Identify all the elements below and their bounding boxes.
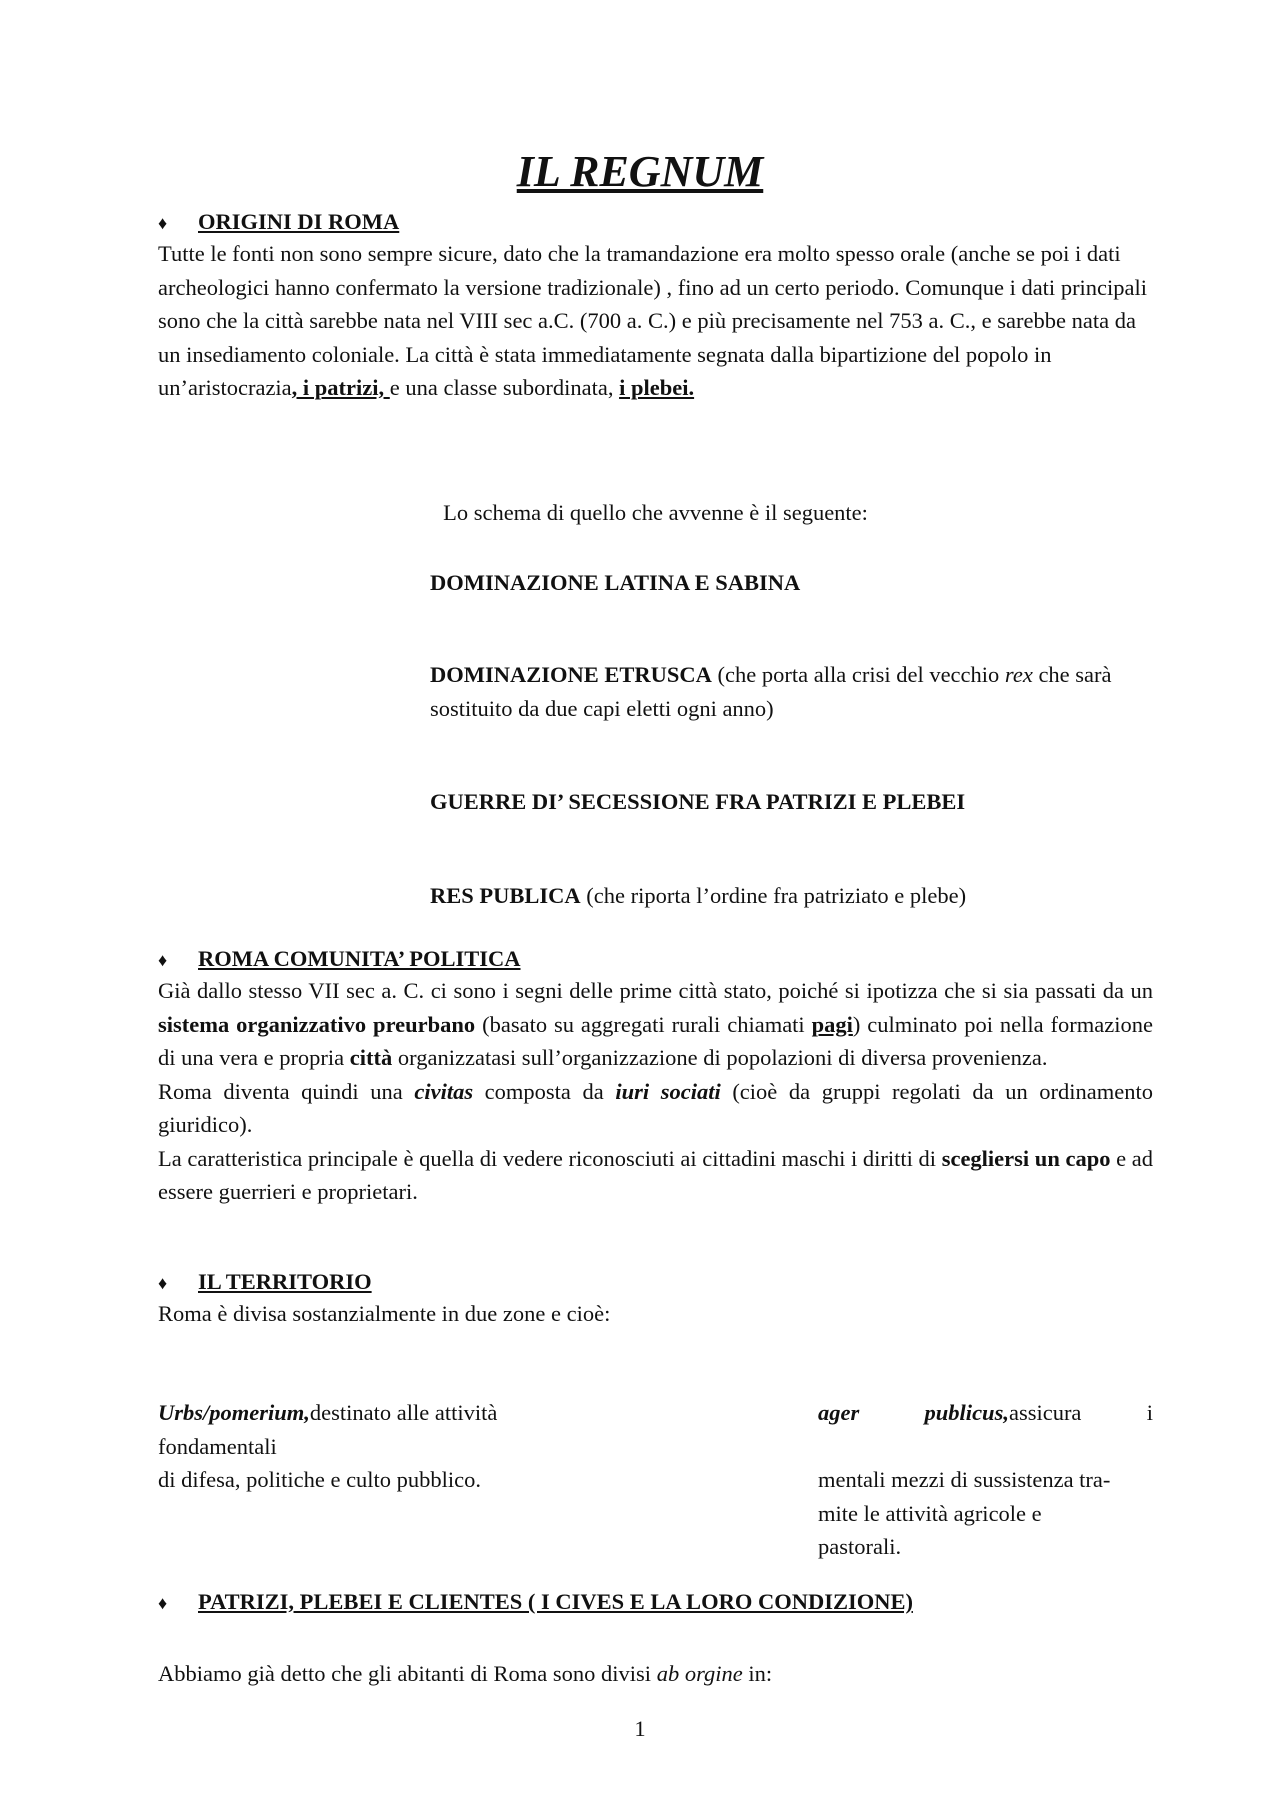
paragraph-territorio: Roma è divisa sostanzialmente in due zone e cioè: [158,1301,611,1326]
section-heading-territorio [158,1269,372,1295]
text: Già dallo stesso VII sec a. C. ci sono i segni delle prime città stato, poiché si ipotizza che si sia passati da un [158,978,1153,1003]
text: che sarà sostituito da due capi eletti ogni anno) [430,662,1112,721]
text: (cioè da gruppi regolati da un ordinamento giuridico). [158,1078,1154,1137]
urbs-line-3: di difesa, politiche e culto pubblico. [158,1467,482,1492]
text: RES PUBLICA [430,883,581,908]
bullet-icon: ♦ [158,1593,168,1613]
ab-origine-term: ab orgine [656,1661,743,1686]
urbs-line-1 [158,1396,578,1430]
urbs-term: Urbs/pomerium, [158,1400,310,1425]
text: in: [742,1661,773,1686]
text: e una classe subordinata, [389,375,620,400]
text: (che riporta l’ordine fra patriziato e plebe) [580,883,967,908]
text: città [349,1045,393,1070]
rex-term: rex [1004,662,1033,687]
ager-term-group [925,1396,1082,1430]
text: Roma diventa quindi una [158,1078,415,1104]
bullet-icon: ♦ [158,1273,168,1293]
schema-step-1: DOMINAZIONE LATINA E SABINA [430,570,801,595]
section-heading-patrizi [158,1589,913,1615]
paragraph-comunita [158,974,1153,1209]
column-ager [818,1396,1153,1564]
text: (basato su aggregati rurali chiamati [475,1011,812,1037]
text: La città è stata immediatamente segnata dalla bipartizione del popolo in un’aristocrazia [158,341,1052,400]
pagi-term: pagi [811,1011,853,1037]
paragraph-origini [158,237,1153,405]
text: (che porta alla crisi del vecchio [711,662,1005,687]
text: assicura [1008,1400,1082,1425]
text: La caratteristica principale è quella di vedere riconosciuti ai cittadini maschi i diritti di [158,1145,942,1171]
schema-step-4 [430,879,1150,913]
text: composta da [473,1078,616,1104]
ager-term: ager [818,1400,860,1425]
text: DOMINAZIONE ETRUSCA [430,662,712,687]
paragraph-patrizi [158,1657,1153,1691]
plebei-term: i plebei. [619,375,695,400]
column-urbs [158,1396,578,1497]
civitas-term: civitas [414,1078,474,1104]
text: ) culminato poi nella formazione di una vera e propria [158,1011,1153,1070]
ager-line-4: pastorali. [818,1534,902,1559]
bullet-icon: ♦ [158,213,168,233]
section-heading-comunita [158,946,521,972]
schema-step-3: GUERRE DI’ SECESSIONE FRA PATRIZI E PLEBEI [430,789,966,814]
page-title: IL REGNUM [516,147,764,196]
section-heading-origini [158,209,399,235]
text: Abbiamo già detto che gli abitanti di Roma sono divisi [158,1661,657,1686]
page-number: 1 [634,1716,646,1741]
schema-step-2 [430,658,1150,725]
text: i [1146,1400,1153,1425]
text: organizzatasi sull’organizzazione di popolazioni di diversa provenienza. [392,1045,1048,1070]
heading-text: IL TERRITORIO [198,1269,372,1294]
heading-text: PATRIZI, PLEBEI E CLIENTES ( I CIVES E LA LORO CONDIZIONE) [198,1589,913,1614]
heading-text: ROMA COMUNITA’ POLITICA [198,946,521,971]
ager-line-1 [818,1396,1153,1430]
text: Tutte le fonti non sono sempre sicure, dato che la tramandazione era molto spesso orale (anche se poi i dati archeologici hanno confermato la versione tradizionale) , fino ad un certo periodo. [158,241,1121,300]
heading-text: ORIGINI DI ROMA [198,209,400,234]
text: scegliersi un capo [941,1145,1111,1171]
schema-intro: Lo schema di quello che avvenne è il seguente: [443,500,868,525]
publicus-term: publicus, [924,1400,1009,1425]
text: e ad essere guerrieri e proprietari. [158,1145,1153,1204]
urbs-line-2: fondamentali [158,1433,277,1459]
bullet-icon: ♦ [158,950,168,970]
patrizi-term: , i patrizi, [291,375,390,400]
text: sistema organizzativo preurbano [158,1011,476,1037]
text: Comunque i dati principali sono che la città sarebbe nata nel VIII sec a.C. (700 a. C.) e più precisamente nel 753 a. C., e sarebbe nata da un insediamento coloniale. [158,274,1148,367]
ager-line-2: mentali mezzi di sussistenza tra- [818,1467,1111,1492]
ager-line-3: mite le attività agricole e [818,1500,1042,1526]
text: destinato alle attività [309,1400,498,1425]
spacer [818,1430,1153,1464]
iuri-sociati-term: iuri sociati [615,1078,721,1104]
